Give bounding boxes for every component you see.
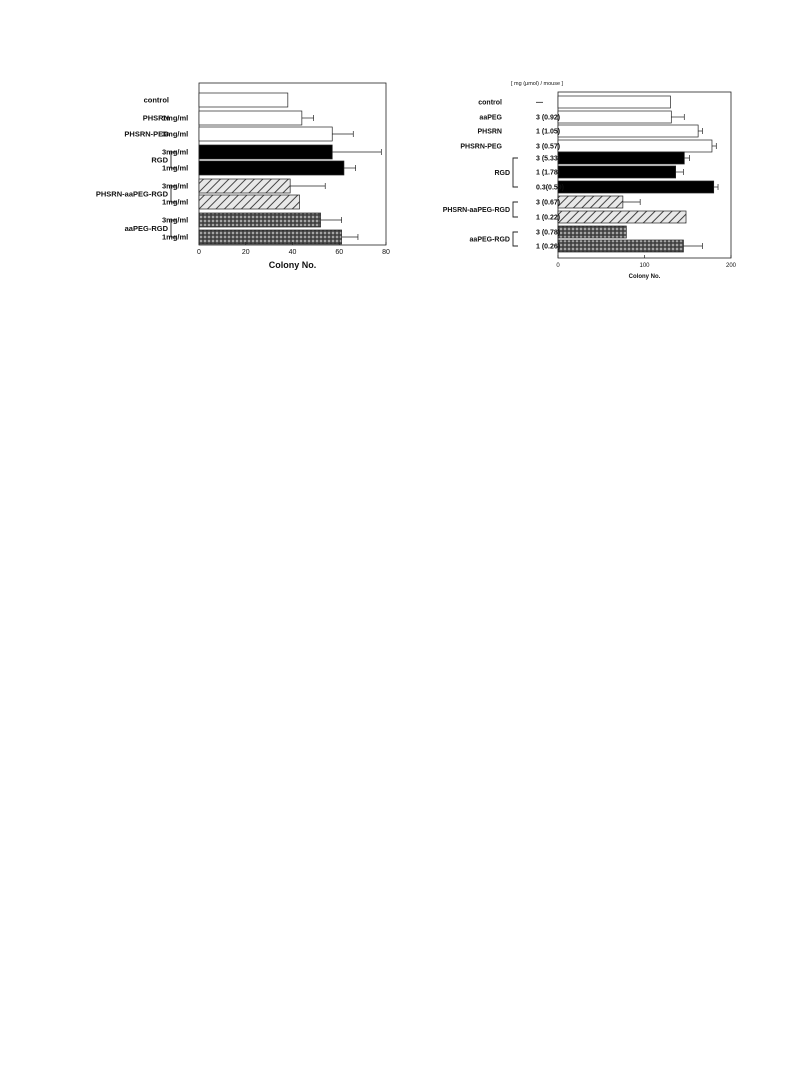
- bar: [199, 179, 290, 193]
- bar: [199, 161, 344, 175]
- bar: [199, 230, 342, 244]
- dose-label: 1 (1.05): [536, 128, 561, 136]
- dose-label: 1mg/ml: [162, 197, 189, 207]
- group-bracket: [513, 202, 518, 217]
- x-tick-label: 0: [556, 263, 560, 269]
- unit-header: [ mg (μmol) / mouse ]: [511, 81, 564, 87]
- dose-label: 1mg/ml: [162, 232, 189, 242]
- bar: [558, 140, 712, 152]
- group-label: aaPEG-RGD: [124, 224, 168, 233]
- bar: [558, 226, 626, 238]
- dose-label: 0.3(0.59): [536, 184, 565, 192]
- x-tick-label: 200: [725, 263, 737, 269]
- group-label: RGD: [494, 170, 510, 177]
- bar: [558, 125, 698, 137]
- dose-label: 3 (0.57): [536, 143, 561, 151]
- bar: [558, 96, 670, 108]
- bar: [558, 111, 671, 123]
- dose-label: 3mg/ml: [162, 147, 189, 157]
- dose-label: —: [536, 99, 543, 107]
- bar: [199, 145, 332, 159]
- group-label: aaPEG-RGD: [469, 236, 510, 244]
- bar: [199, 93, 288, 107]
- x-axis-label: Colony No.: [628, 274, 661, 280]
- dose-label: 1mg/ml: [162, 163, 189, 173]
- bar: [199, 195, 300, 209]
- bar: [558, 181, 714, 193]
- x-tick-label: 20: [241, 249, 250, 256]
- group-label: aaPEG: [479, 114, 502, 122]
- dose-label: 3 (0.67): [536, 199, 561, 207]
- dose-label: 3mg/ml: [162, 181, 189, 191]
- dose-label: 1mg/ml: [162, 113, 189, 123]
- chart-right: [443, 81, 737, 280]
- bar: [199, 127, 332, 141]
- group-label: PHSRN-PEG: [460, 143, 502, 151]
- bar: [199, 111, 302, 125]
- group-label: RGD: [151, 155, 168, 165]
- dose-label: 3 (0.78): [536, 229, 561, 237]
- bar: [558, 152, 684, 164]
- dose-label: 1 (0.22): [536, 214, 561, 222]
- group-bracket: [513, 232, 518, 246]
- x-tick-label: 40: [288, 249, 297, 256]
- x-tick-label: 80: [382, 249, 390, 256]
- x-tick-label: 60: [335, 249, 344, 256]
- group-label: PHSRN: [477, 128, 502, 136]
- bar: [199, 213, 321, 227]
- group-label: PHSRN-PEG: [124, 129, 169, 139]
- x-tick-label: 100: [639, 263, 650, 269]
- dose-label: 3 (5.33): [536, 155, 561, 163]
- dose-label: 1 (1.78): [536, 169, 561, 177]
- group-label: PHSRN: [142, 113, 169, 123]
- dose-label: 3mg/ml: [162, 129, 189, 139]
- x-axis-label: Colony No.: [268, 260, 317, 270]
- group-label: PHSRN-aaPEG-RGD: [95, 189, 168, 199]
- group-label: control: [478, 99, 502, 107]
- bar: [558, 240, 683, 252]
- dose-label: 3 (0.92): [536, 114, 561, 122]
- group-label: PHSRN-aaPEG-RGD: [442, 207, 510, 214]
- chart-left: [96, 83, 390, 270]
- dose-label: 1 (0.26): [536, 243, 561, 251]
- group-label: control: [143, 95, 169, 105]
- bar: [558, 211, 686, 223]
- group-bracket: [513, 158, 518, 187]
- dose-label: 3mg/ml: [162, 215, 189, 225]
- x-tick-label: 0: [197, 249, 201, 256]
- bar: [558, 166, 676, 178]
- bar: [558, 196, 623, 208]
